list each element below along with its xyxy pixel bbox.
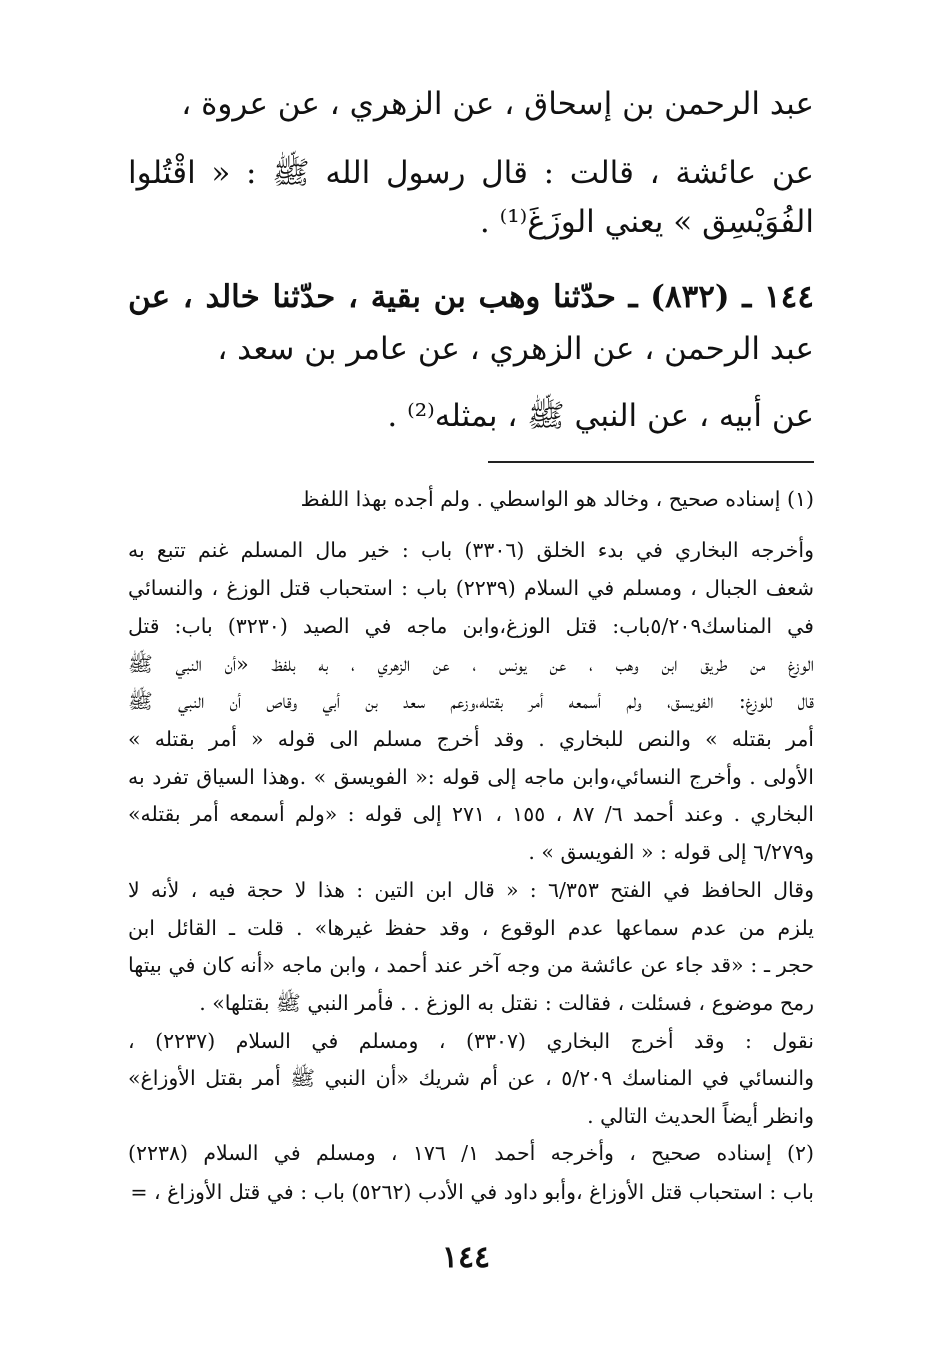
footnote-line-11: وقال الحافظ في الفتح ٦/٣٥٣ : « قال ابن التين : هذا لا حجة فيه ، لأنه لا [128, 878, 815, 902]
footnote-line-8: الأولى . وأخرج النسائي،وابن ماجه إلى قوله :« الفويسق » .وهذا السياق تفرد به [128, 765, 814, 789]
footnote-line-15: نقول : وقد أخرج البخاري (٣٣٠٧) ، ومسلم في السلام (٢٢٣٧) ، [128, 1029, 814, 1053]
footnote-line-9: البخاري . وعند أحمد ٦/ ٨٧ ، ١٥٥ ، ٢٧١ إلى قوله : «ولم أسمعه أمر بقتله» [128, 802, 814, 826]
footnote-line-6: قال للوزغ: الفويسق، ولم أسمعه أمر بقتله،وزعم سعد بن أبي وقاص أن النبي ﷺ [128, 689, 814, 713]
footnote-line-17: وانظر أيضاً الحديث التالي . [587, 1104, 814, 1128]
footnote-line-1: (١) إسناده صحيح ، وخالد هو الواسطي . ولم أجده بهذا اللفظ [300, 487, 814, 511]
footnote-line-14: رمح موضوع ، فسئلت ، فقالت : نقتل به الوزغ . . فأمر النبي ﷺ بقتلها» . [199, 991, 814, 1015]
footnote-line-13: حجر ـ : «قد جاء عن عائشة من وجه آخر عند أحمد ، وابن ماجه «أنه كان في بيتها [128, 953, 814, 977]
footnote-line-12: يلزم من عدم سماعها عدم الوقوع ، وقد حفظ غيرها» . قلت ـ القائل ابن [128, 916, 814, 940]
footnote-line-10: و٦/٢٧٩ إلى قوله : « الفويسق » . [528, 840, 814, 864]
footnote-line-7: أمر بقتله » والنص للبخاري . وقد أخرج مسلم الى قوله « أمر بقتله » [128, 727, 814, 751]
footnote-line-2: وأخرجه البخاري في بدء الخلق (٣٣٠٦) باب : خير مال المسلم غنم تتبع به [128, 538, 814, 562]
hadith-line-1: عبد الرحمن بن إسحاق ، عن الزهري ، عن عروة ، [181, 86, 814, 122]
footnote-line-4: في المناسك٥/٢٠٩باب: قتل الوزغ،وابن ماجه في الصيد (٣٢٣٠) باب: قتل [128, 614, 814, 638]
hadith-line-6: عن أبيه ، عن النبي ﷺ ، بمثله⁽²⁾ . [387, 398, 814, 434]
footnote-line-5: الوزغ من طريق ابن وهب ، عن يونس ، عن الزهري ، به بلفظ «أن النبي ﷺ [128, 652, 814, 676]
hadith-line-2: عن عائشة ، قالت : قال رسول الله ﷺ : « اقْتُلوا [128, 155, 814, 191]
hadith-line-3: الفُوَيْسِق » يعني الوزَغَ⁽¹⁾ . [479, 204, 814, 240]
footnote-line-19: باب : استحباب قتل الأوزاغ ،وأبو داود في الأدب (٥٢٦٢) باب : في قتل الأوزاغ ، = [130, 1180, 814, 1204]
footnote-line-16: والنسائي في المناسك ٥/٢٠٩ ، عن أم شريك «أن النبي ﷺ أمر بقتل الأوزاغ» [128, 1066, 814, 1090]
footnote-line-18: (٢) إسناده صحيح ، وأخرجه أحمد ١/ ١٧٦ ، ومسلم في السلام (٢٢٣٨) [128, 1141, 814, 1165]
page-number: ١٤٤ [441, 1240, 491, 1275]
footnote-separator [488, 461, 814, 463]
hadith-line-4: ١٤٤ ـ (٨٣٢) ـ حدّثنا وهب بن بقية ، حدّثنا خالد ، عن [128, 279, 814, 315]
hadith-line-5: عبد الرحمن ، عن الزهري ، عن عامر بن سعد ، [217, 331, 814, 367]
footnote-line-3: شعف الجبال ، ومسلم في السلام (٢٢٣٩) باب : استحباب قتل الوزغ ، والنسائي [128, 576, 815, 600]
